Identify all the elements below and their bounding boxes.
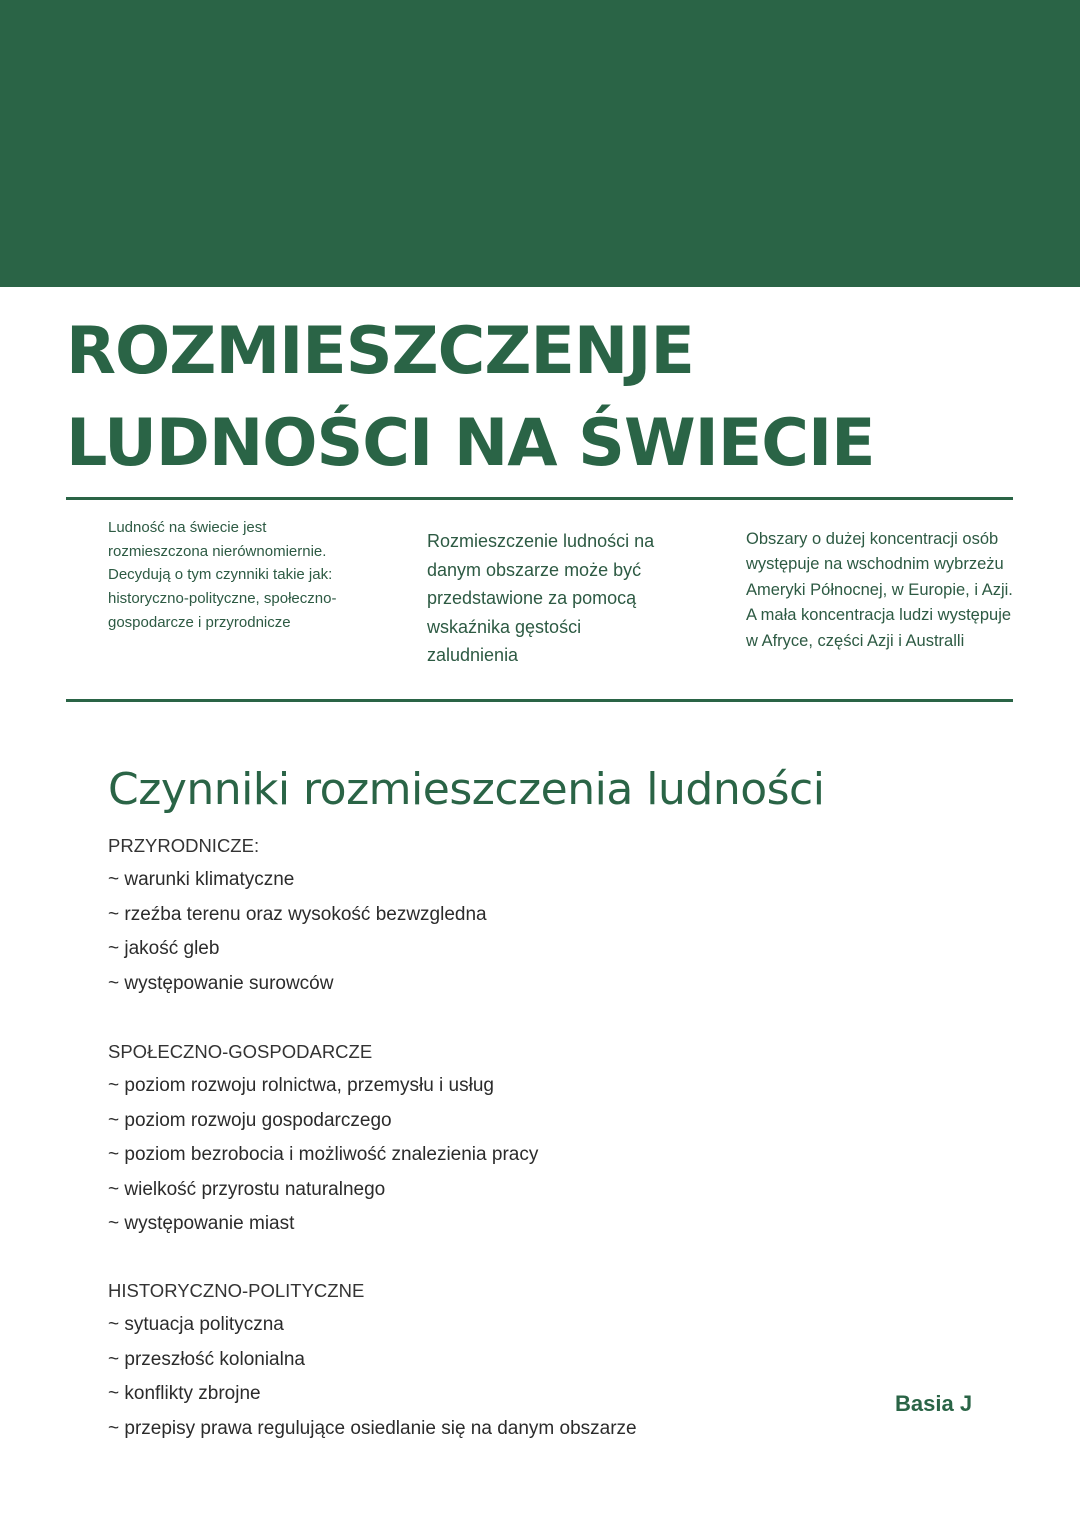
list-item: ~ występowanie miast	[108, 1213, 295, 1235]
title-line-2: LUDNOŚCI NA ŚWIECIE	[66, 406, 875, 481]
group-title: HISTORYCZNO-POLITYCZNE	[108, 1280, 365, 1301]
list-item: ~ warunki klimatyczne	[108, 869, 295, 891]
top-divider	[66, 497, 1013, 500]
top-banner	[0, 0, 1080, 287]
list-item: ~ wielkość przyrostu naturalnego	[108, 1178, 386, 1200]
bottom-divider	[66, 699, 1013, 702]
title-line-1: ROZMIESZCZENJE	[66, 314, 694, 389]
list-item: ~ przeszłość kolonialna	[108, 1348, 305, 1370]
author-signature: Basia J	[895, 1391, 973, 1416]
section-heading: Czynniki rozmieszczenia ludności	[108, 764, 825, 815]
group-title: SPOŁECZNO-GOSPODARCZE	[108, 1041, 373, 1062]
intro-column-3: Obszary o dużej koncentracji osób występuje na wschodnim wybrzeżu Ameryki Północnej, w Europie, i Azji. A mała koncentracja ludzi występuje w Afryce, części Azji i Australli	[746, 530, 1013, 650]
factor-group-natural	[108, 829, 487, 1001]
page-title	[66, 306, 875, 490]
intro-column-1: Ludność na świecie jest rozmieszczona nierównomiernie. Decydują o tym czynniki takie jak: historyczno-polityczne, społeczno-gospodarcze i przyrodnicze	[108, 519, 337, 631]
list-item: ~ jakość gleb	[108, 938, 220, 960]
list-item: ~ poziom rozwoju gospodarczego	[108, 1109, 392, 1131]
factor-group-historical-political	[108, 1274, 637, 1446]
list-item: ~ rzeźba terenu oraz wysokość bezwzgledna	[108, 903, 487, 925]
list-item: ~ przepisy prawa regulujące osiedlanie się na danym obszarze	[108, 1417, 637, 1439]
intro-column-2: Rozmieszczenie ludności na danym obszarze może być przedstawione za pomocą wskaźnika gęstości zaludnienia	[427, 531, 655, 666]
list-item: ~ sytuacja polityczna	[108, 1314, 284, 1336]
list-item: ~ konflikty zbrojne	[108, 1383, 261, 1405]
list-item: ~ poziom bezrobocia i możliwość znalezienia pracy	[108, 1144, 539, 1166]
group-title: PRZYRODNICZE:	[108, 835, 260, 856]
factor-group-socioeconomic	[108, 1035, 538, 1241]
list-item: ~ występowanie surowców	[108, 972, 334, 994]
list-item: ~ poziom rozwoju rolnictwa, przemysłu i usług	[108, 1075, 494, 1097]
